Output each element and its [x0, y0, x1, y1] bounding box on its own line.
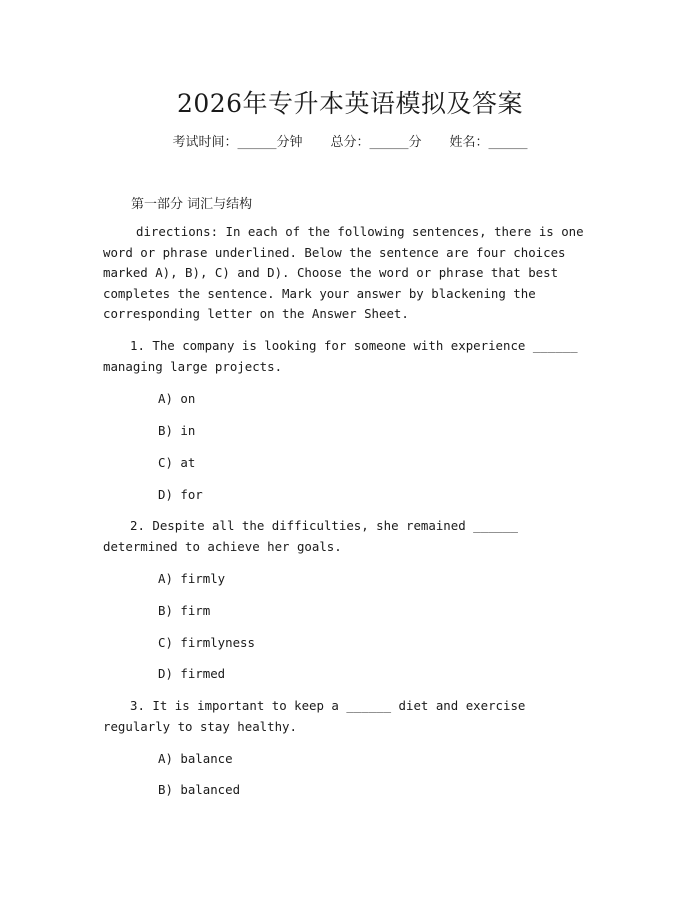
question-1-option-c: C) at [158, 455, 196, 470]
question-1-option-b: B) in [158, 423, 196, 438]
question-3-option-b: B) balanced [158, 782, 241, 797]
question-1-stem: 1. The company is looking for someone with experience ______ managing large projects. [103, 338, 578, 374]
question-2-option-c: C) firmlyness [158, 635, 255, 650]
question-3-stem: 3. It is important to keep a ______ diet and exercise regularly to stay healthy. [103, 698, 526, 734]
exam-time-field: 考试时间：______分钟 [172, 135, 303, 150]
exam-info-line [0, 131, 700, 150]
question-3-option-a: A) balance [158, 751, 233, 766]
question-1-option-d: D) for [158, 487, 203, 502]
student-name-field: 姓名：______ [449, 135, 528, 150]
question-2-option-b: B) firm [158, 603, 211, 618]
question-2-option-d: D) firmed [158, 666, 226, 681]
directions-paragraph: directions: In each of the following sentences, there is one word or phrase underlined. Below the sentence are four choices marked A), B), C) and D). Choose the word or phrase that best completes the sentence. Mark your answer by blackening the corresponding letter on the Answer Sheet. [103, 224, 584, 322]
total-score-field: 总分：______分 [330, 135, 422, 150]
section-heading: 第一部分 词汇与结构 [131, 197, 253, 212]
question-2-option-a: A) firmly [158, 571, 226, 586]
question-1-option-a: A) on [158, 391, 196, 406]
document-title: 2026年专升本英语模拟及答案 [176, 89, 524, 118]
question-2-stem: 2. Despite all the difficulties, she remained ______ determined to achieve her goals. [103, 518, 518, 554]
